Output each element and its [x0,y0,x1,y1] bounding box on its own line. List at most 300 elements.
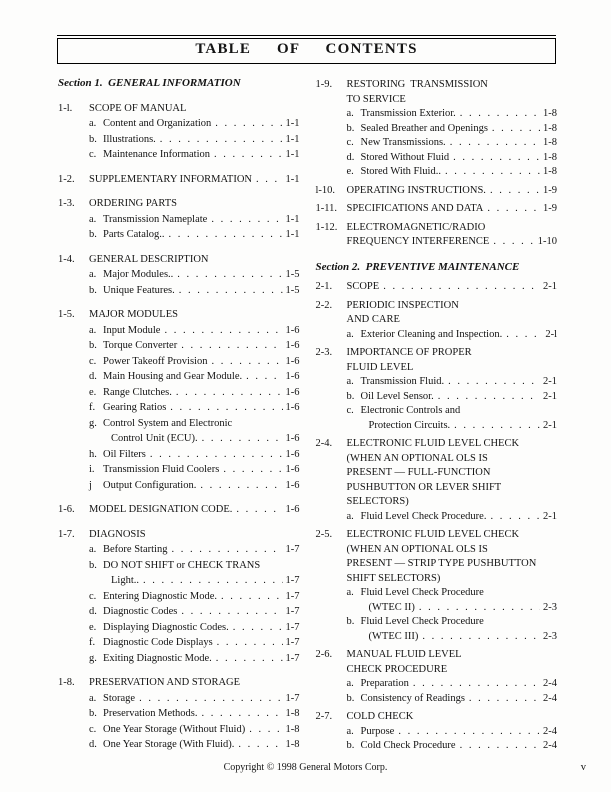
toc-entry [58,651,300,667]
toc-entry [316,93,558,108]
toc-entry [316,710,558,725]
toc-title-box [57,38,556,64]
toc-entry [316,572,558,587]
entry-page-number: 2-4 [543,725,557,737]
entry-page-number: 1-7 [285,652,300,664]
entry-page-number: 1-6 [285,402,300,413]
toc-entry [316,165,558,180]
entry-number: 1-12. [315,221,338,233]
entry-title: TO SERVICE [346,93,406,105]
entry-title: SCOPE [346,281,380,292]
dot-leader [249,722,282,738]
dot-leader [438,390,540,405]
toc-entry [316,677,558,692]
entry-title: Main Housing and Gear Module. [103,371,243,382]
dot-leader [181,338,282,354]
dot-leader [217,635,283,651]
entry-title: Illustrations. [103,133,156,145]
entry-title: DO NOT SHIFT or CHECK TRANS [103,559,261,571]
entry-title: (WTEC III) [368,630,419,642]
dot-leader [215,116,282,132]
toc-entry [316,390,558,405]
entry-title: Parts Catalog.. [103,229,165,240]
toc-entry [316,404,558,419]
entry-number: a. [346,510,354,522]
entry-title: MODEL DESIGNATION CODE. [89,504,233,515]
entry-number: a. [89,269,97,280]
dot-leader [202,706,283,722]
dot-leader [492,122,540,137]
entry-number: a. [89,324,97,336]
toc-entry [58,502,300,518]
toc-entry [316,648,558,663]
toc-column [58,74,300,754]
entry-page-number: 1-5 [285,284,300,296]
toc-entry [58,369,300,385]
entry-title: Oil Filters [103,448,146,460]
entry-number: 2-4. [315,438,333,449]
toc-entry [58,635,300,651]
entry-title: Maintenance Information [103,149,210,160]
dot-leader [150,447,283,463]
toc-entry [316,346,558,361]
entry-page-number: 1-6 [285,386,300,398]
entry-title: Exterior Cleaning and Inspection. [360,328,503,340]
toc-entry [316,615,558,630]
dot-leader [202,431,283,447]
entry-number: b. [89,340,97,351]
entry-title: One Year Storage (Without Fluid) [103,723,246,735]
entry-title: DIAGNOSIS [89,528,146,540]
section-title: Section 2. PREVENTIVE MAINTENANCE [315,260,520,273]
dot-leader [236,502,282,518]
entry-number: 2-5. [315,529,333,540]
toc-columns [58,74,557,754]
entry-number: 1-11. [315,203,337,214]
entry-title: Unique Features. [103,284,175,296]
dot-leader [490,510,540,525]
entry-title: Transmission Fluid Coolers [103,464,220,475]
entry-number: a. [346,587,354,598]
entry-page-number: 1-7 [285,606,300,617]
entry-number: b. [346,616,355,627]
toc-entry [316,663,558,678]
entry-title: PRESENT — FULL-FUNCTION [346,467,491,478]
entry-title: Power Takeoff Provision [103,355,208,367]
entry-number: c. [89,149,97,160]
entry-title: Content and Organization [103,118,212,129]
entry-page-number: 1-7 [285,544,300,555]
entry-title: Light.. [111,575,139,586]
entry-title: FREQUENCY INTERFERENCE [346,236,490,247]
entry-title: Transmission Exterior. [360,108,456,119]
entry-title: Transmission Fluid. [360,376,445,387]
dot-leader [246,369,282,385]
entry-page-number: 2-1 [543,510,557,522]
entry-number: i. [89,464,95,475]
toc-entry [58,147,300,163]
dot-leader [221,589,282,605]
toc-entry [316,495,558,510]
toc-entry [316,481,558,496]
toc-entry [316,557,558,572]
toc-entry [58,101,300,117]
entry-title: Major Modules.. [103,269,174,280]
dot-leader [171,542,282,558]
entry-number: 1-3. [58,198,75,209]
dot-leader [164,323,282,339]
toc-column [316,74,558,754]
entry-number: g. [89,652,97,664]
entry-title: Sealed Breather and Openings [360,122,488,134]
entry-number: h. [89,448,97,460]
dot-leader [176,385,283,401]
section-heading [316,260,558,275]
entry-title: Cold Check Procedure [360,740,456,751]
toc-entry [58,589,300,605]
entry-number: b. [89,284,97,296]
entry-title: Purpose [360,725,395,737]
entry-page-number: 1-9 [543,203,557,214]
entry-number: 2-7. [315,711,333,722]
entry-number: 1-6. [58,504,75,515]
entry-title: Electronic Controls and [360,405,461,416]
dot-leader [160,132,283,148]
entry-title: ELECTRONIC FLUID LEVEL CHECK [346,438,520,449]
dot-leader [216,651,283,667]
entry-number: c. [346,405,354,416]
toc-entry [58,283,300,299]
entry-number: e. [89,621,97,633]
entry-page-number: 1-6 [285,355,300,367]
dot-leader [453,151,540,166]
toc-entry [58,267,300,283]
entry-title: SELECTORS) [346,496,409,507]
entry-number: a. [346,328,354,340]
toc-entry [58,323,300,339]
toc-entry [316,375,558,390]
toc-entry [58,604,300,620]
toc-entry [316,586,558,601]
dot-leader [169,227,283,243]
section-title: Section 1. GENERAL INFORMATION [58,77,241,89]
entry-number: 1-4. [58,253,75,265]
entry-title: Fluid Level Check Procedure. [360,510,487,522]
toc-entry [316,151,558,166]
entry-title: Diagnostic Code Displays [103,637,213,648]
entry-title: Protection Circuits. [368,419,451,431]
entry-page-number: 1-8 [543,137,557,148]
toc-entry [316,328,558,343]
entry-number: e. [346,166,354,177]
entry-number: b. [346,390,355,402]
entry-number: a. [346,108,354,119]
dot-leader [211,212,282,228]
entry-number: 1-5. [58,309,75,320]
entry-number: 1-9. [315,79,333,90]
dot-leader [413,677,540,692]
entry-number: a. [89,692,97,704]
dot-leader [398,725,540,740]
dot-leader [383,280,540,295]
toc-entry [58,558,300,574]
entry-page-number: 1-8 [543,151,557,163]
toc-entry [58,527,300,543]
entry-title: PUSHBUTTON OR LEVER SHIFT [346,481,502,493]
entry-number: l-10. [315,184,336,196]
toc-entry [58,573,300,589]
toc-entry [58,116,300,132]
entry-page-number: 1-6 [285,433,300,444]
entry-number: c. [346,137,354,148]
entry-number: f. [89,637,96,648]
toc-entry [58,620,300,636]
dot-leader [177,267,282,283]
dot-leader [214,147,283,163]
toc-entry [58,400,300,416]
entry-title: PERIODIC INSPECTION [346,299,459,311]
entry-number: b. [89,559,97,571]
entry-title: Output Configuration. [103,479,197,491]
toc-entry [58,196,300,212]
entry-title: COLD CHECK [346,711,414,722]
toc-entry [316,361,558,376]
entry-page-number: 1-8 [285,708,300,719]
entry-number: a. [89,118,97,129]
toc-entry [316,78,558,93]
dot-leader [419,601,540,616]
entry-number: d. [89,606,97,617]
entry-page-number: 1-8 [543,122,557,134]
entry-page-number: 1-1 [285,133,300,145]
toc-entry [58,691,300,707]
toc-entry [316,136,558,151]
entry-title: Preservation Methods. [103,708,198,719]
entry-page-number: 1-8 [543,108,557,119]
entry-number: c. [89,590,97,602]
entry-title: (WHEN AN OPTIONAL OLS IS [346,543,488,555]
entry-page-number: 1-8 [285,739,300,750]
toc-entry [58,737,300,753]
dot-leader [238,737,282,753]
entry-page-number: 1-6 [285,479,300,491]
toc-entry [316,510,558,525]
toc-entry [58,212,300,228]
dot-leader [143,573,283,589]
entry-number: e. [89,386,97,398]
entry-number: b. [346,740,355,751]
dot-leader [460,739,540,754]
toc-entry [58,675,300,691]
dot-leader [179,283,283,299]
toc-entry [58,462,300,478]
toc-entry [316,280,558,295]
entry-page-number: 2-1 [543,376,557,387]
entry-page-number: 1-1 [285,229,300,240]
dot-leader [170,400,282,416]
dot-leader [233,620,283,636]
dot-leader [493,235,534,250]
copyright-text: Copyright © 1998 General Motors Corp. [223,762,388,773]
toc-entry [316,221,558,236]
dot-leader [211,354,282,370]
entry-title: Control Unit (ECU). [111,433,198,444]
page-title: TABLE OF CONTENTS [195,41,418,57]
entry-title: Torque Converter [103,340,178,351]
toc-entry [316,313,558,328]
entry-page-number: 2-l [545,328,557,340]
toc-entry [58,385,300,401]
entry-number: b. [346,122,355,134]
toc-entry [58,132,300,148]
entry-title: Transmission Nameplate [103,213,208,225]
entry-number: 1-2. [58,173,75,185]
entry-number: c. [89,355,97,367]
toc-entry [58,431,300,447]
entry-title: Oil Level Sensor. [360,390,434,402]
dot-leader [454,419,540,434]
toc-title-block [57,35,556,64]
toc-entry [316,739,558,754]
entry-title: Gearing Ratios [103,402,167,413]
entry-page-number: 1-6 [285,504,300,515]
entry-page-number: 1-8 [285,723,300,735]
entry-page-number: 1-8 [543,166,557,177]
toc-entry [58,706,300,722]
dot-leader [139,691,282,707]
entry-title: One Year Storage (With Fluid). [103,739,235,750]
dot-leader [487,202,540,217]
entry-title: Fluid Level Check Procedure [360,587,484,598]
toc-entry [316,601,558,616]
dot-leader [450,136,540,151]
entry-number: g. [89,417,97,429]
entry-page-number: 2-3 [543,601,557,613]
dot-leader [181,604,282,620]
entry-title: AND CARE [346,314,400,325]
toc-entry [58,478,300,494]
toc-entry [58,354,300,370]
entry-number: 2-2. [315,299,333,311]
toc-entry [316,528,558,543]
entry-title: RESTORING TRANSMISSION [346,79,488,90]
entry-page-number: 1-1 [285,118,300,129]
dot-leader [256,172,283,188]
entry-page-number: 1-6 [285,371,300,382]
toc-entry [316,466,558,481]
entry-page-number: 1-7 [285,692,300,704]
dot-leader [200,478,282,494]
entry-number: 2-1. [315,281,333,292]
toc-entry [58,542,300,558]
entry-title: SPECIFICATIONS AND DATA [346,203,484,214]
entry-title: Control System and Electronic [103,417,233,429]
entry-title: Input Module [103,324,161,336]
entry-title: ELECTROMAGNETIC/RADIO [346,221,486,233]
entry-number: f. [89,402,96,413]
entry-title: Consistency of Readings [360,692,465,704]
entry-page-number: 1-9 [543,184,557,196]
entry-page-number: 2-4 [543,740,557,751]
entry-number: b. [89,133,97,145]
entry-number: d. [89,371,97,382]
entry-number: a. [346,376,354,387]
entry-page-number: 1-1 [285,173,300,185]
entry-number: 1-l. [58,102,73,114]
entry-title: Range Clutches. [103,386,172,398]
entry-page-number: 1-10 [537,236,557,247]
entry-title: Fluid Level Check Procedure [360,616,484,627]
dot-leader [422,630,540,645]
toc-entry [316,452,558,467]
entry-number: 2-3. [315,347,333,358]
toc-entry [58,252,300,268]
dot-leader [448,375,540,390]
entry-title: OPERATING INSTRUCTIONS. [346,184,486,196]
entry-page-number: 2-1 [543,390,557,402]
toc-entry [316,184,558,199]
toc-entry [316,437,558,452]
entry-number: d. [89,739,97,750]
entry-number: a. [346,678,354,689]
entry-title: MANUAL FLUID LEVEL [346,649,462,660]
entry-title: (WHEN AN OPTIONAL OLS IS [346,452,488,464]
entry-title: Stored Without Fluid [360,151,450,163]
entry-number: a. [89,213,97,225]
entry-page-number: 2-1 [543,419,557,431]
entry-page-number: 1-7 [285,621,300,633]
entry-page-number: 1-6 [285,340,300,351]
entry-title: SHIFT SELECTORS) [346,572,441,584]
entry-title: Entering Diagnostic Mode. [103,590,218,602]
entry-number: 1-8. [58,677,75,688]
entry-page-number: 1-6 [285,464,300,475]
entry-number: 1-7. [58,528,75,540]
entry-title: Displaying Diagnostic Codes. [103,621,229,633]
dot-leader [445,165,540,180]
toc-entry [316,122,558,137]
toc-entry [58,307,300,323]
toc-entry [58,416,300,432]
entry-number: b. [346,692,355,704]
entry-page-number: 1-1 [285,149,300,160]
entry-number: a. [89,544,97,555]
toc-entry [58,722,300,738]
entry-title: Preparation [360,678,409,689]
dot-leader [506,328,542,343]
dot-leader [490,184,540,199]
entry-page-number: 1-7 [285,575,300,586]
toc-entry [316,543,558,558]
entry-page-number: 2-4 [543,692,557,704]
toc-entry [316,419,558,434]
entry-title: FLUID LEVEL [346,361,414,373]
entry-title: Diagnostic Codes [103,606,178,617]
entry-title: GENERAL DESCRIPTION [89,253,209,265]
entry-page-number: 2-3 [543,630,557,642]
entry-title: Storage [103,692,136,704]
entry-page-number: 1-6 [285,448,300,460]
toc-entry [316,202,558,217]
entry-title: IMPORTANCE OF PROPER [346,347,472,358]
entry-title: New Transmissions. [360,137,446,148]
entry-page-number: 1-1 [285,213,300,225]
entry-page-number: 1-6 [285,324,300,336]
entry-number: c. [89,723,97,735]
entry-title: SCOPE OF MANUAL [89,102,187,114]
entry-page-number: 1-5 [285,269,300,280]
entry-title: (WTEC II) [368,601,415,613]
